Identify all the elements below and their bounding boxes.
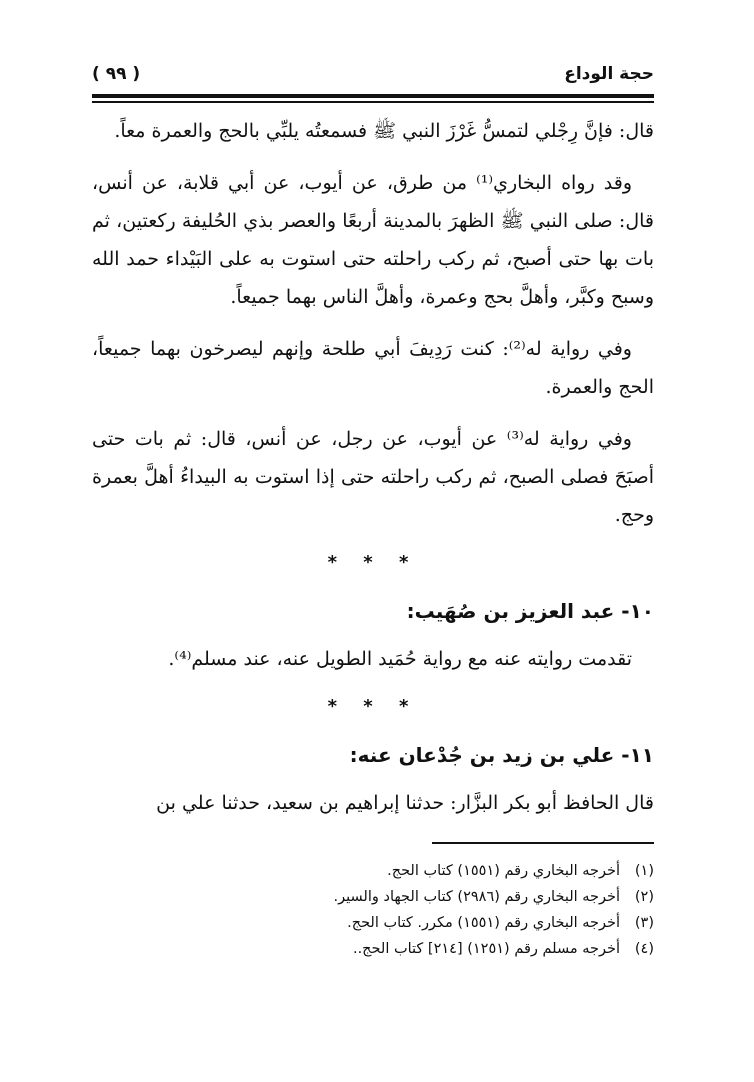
footnote-number: (٣) (634, 915, 654, 931)
footnote-number: (٢) (634, 889, 654, 905)
header-rule-thick (92, 94, 654, 98)
footnote-number: (١) (634, 863, 654, 879)
footnote-text: أخرجه البخاري رقم (١٥٥١) مكرر. كتاب الحج. (347, 915, 620, 931)
section-11-heading: ١١- علي بن زيد بن جُدْعان عنه: (349, 743, 654, 767)
section-separator: * * * (327, 696, 419, 717)
section-10-heading: ١٠- عبد العزيز بن صُهَيب: (406, 599, 654, 623)
footnote-text: أخرجه مسلم رقم (١٢٥١) [٢١٤] كتاب الحج.. (352, 941, 620, 957)
running-header (92, 60, 654, 90)
main-text (92, 112, 654, 836)
footnote-number: (٤) (634, 941, 654, 957)
paragraph-1: قال: فإنَّ رِجْلي لتمسُّ غَرْزَ النبي ﷺ فسمعتُه يلبِّي بالحج والعمرة معاً. (114, 120, 654, 142)
footnote-item (92, 910, 654, 936)
footnote-item (92, 884, 654, 910)
footnote-item (92, 858, 654, 884)
footnote-rule (432, 842, 654, 844)
header-title: حجة الوداع (564, 64, 654, 84)
section-10-text: تقدمت روايته عنه مع رواية حُمَيد الطويل عنه، عند مسلم⁽⁴⁾. (168, 648, 632, 670)
section-separator: * * * (327, 552, 419, 573)
page-number: ( ٩٩ ) (92, 64, 141, 84)
footnote-text: أخرجه البخاري رقم (٢٩٨٦) كتاب الجهاد والسير. (333, 889, 620, 905)
paragraph-4: وفي رواية له⁽³⁾ عن أيوب، عن رجل، عن أنس، قال: ثم بات حتى أصبَحَ فصلى الصبح، ثم ركب راحلته حتى إذا استوت به البيداءُ أهلَّ بعمرة وحج. (92, 428, 654, 526)
footnote-text: أخرجه البخاري رقم (١٥٥١) كتاب الحج. (387, 863, 620, 879)
footnote-item (92, 936, 654, 962)
paragraph-3: وفي رواية له⁽²⁾: كنت رَدِيفَ أبي طلحة وإنهم ليصرخون بهما جميعاً، الحج والعمرة. (92, 338, 654, 398)
header-rule-thin (92, 101, 654, 103)
footnotes (92, 858, 654, 962)
section-11-text: قال الحافظ أبو بكر البزَّار: حدثنا إبراهيم بن سعيد، حدثنا علي بن (156, 792, 654, 814)
paragraph-2: وقد رواه البخاري⁽¹⁾ من طرق، عن أيوب، عن أبي قلابة، عن أنس، قال: صلى النبي ﷺ الظهرَ بالمدينة أربعًا والعصر بذي الحُليفة ركعتين، ثم بات بها حتى أصبح، ثم ركب راحلته حتى استوت به على البَيْداء حمد الله وسبح وكبَّر، وأهلَّ بحج وعمرة، وأهلَّ الناس بهما جميعاً. (92, 172, 654, 308)
